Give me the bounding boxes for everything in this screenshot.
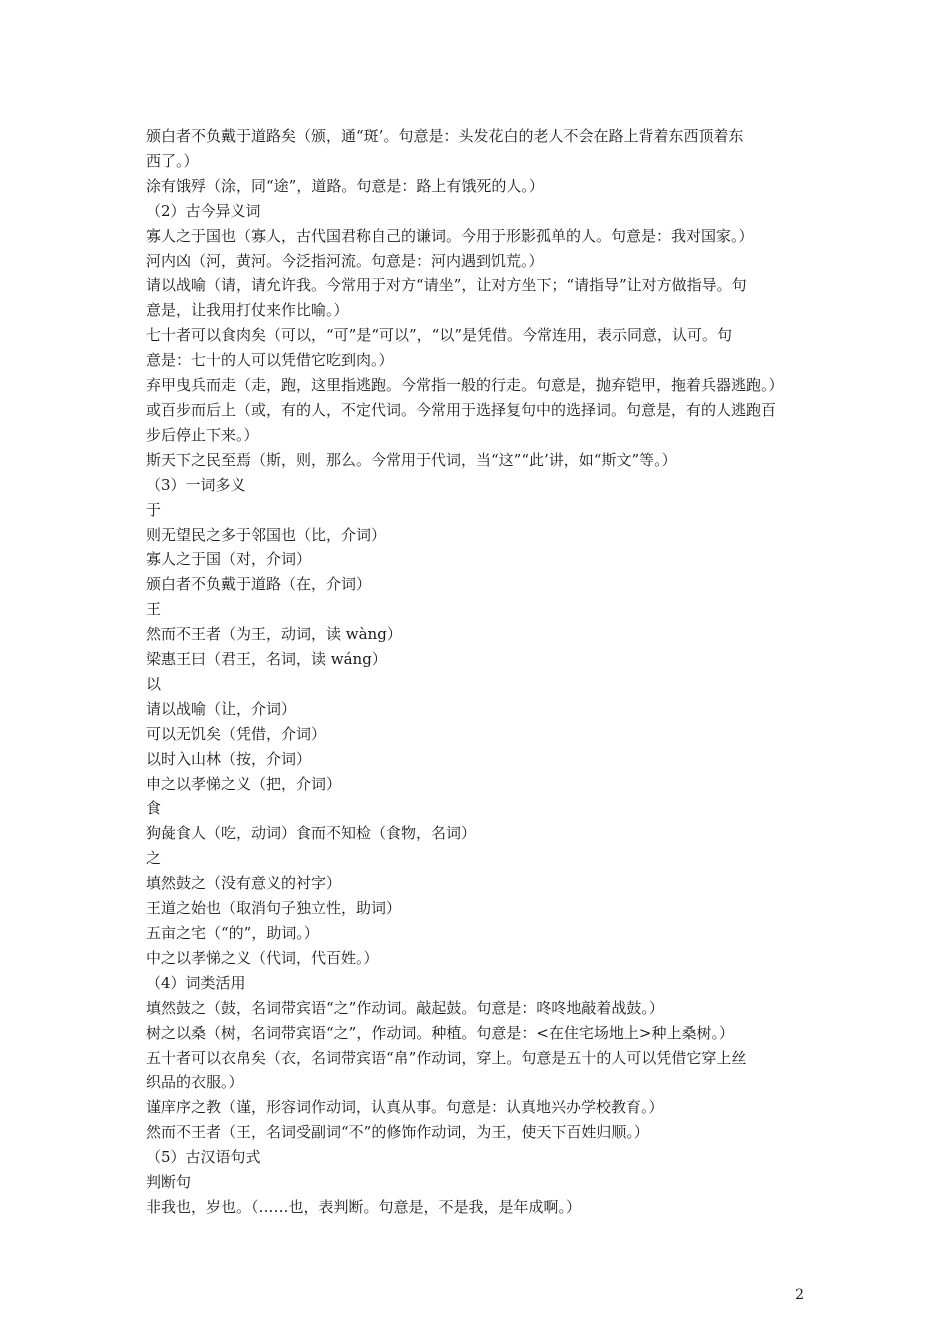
text-line: 谨庠序之教（谨，形容词作动词，认真从事。句意是：认真地兴办学校教育。） xyxy=(146,1098,664,1117)
text-line: 颁白者不负戴于道路矣（颁，通“斑’。句意是：头发花白的老人不会在路上背着东西顶着东 xyxy=(146,127,744,145)
text-line: 五亩之宅（“的”，助词。） xyxy=(146,924,319,942)
text-line: 食 xyxy=(146,799,162,818)
text-line: 寡人之于国（对，介词） xyxy=(146,550,312,569)
text-line: 涂有饿殍（涂，同“途”，道路。句意是：路上有饿死的人。） xyxy=(146,176,544,195)
text-line: 中之以孝悌之义（代词，代百姓。） xyxy=(146,948,379,967)
text-line: 于 xyxy=(146,500,162,519)
text-line: （3）一词多义 xyxy=(146,475,246,494)
text-line: 然而不王者（为王，动词，读 wàng） xyxy=(146,625,402,644)
text-line: 非我也，岁也。（……也，表判断。句意是，不是我，是年成啊。） xyxy=(146,1197,582,1216)
text-line: 请以战喻（请，请允许我。今常用于对方“请坐”，让对方坐下；“请指导”让对方做指导。句 xyxy=(146,276,747,295)
text-line: （4）词类活用 xyxy=(146,973,246,992)
text-line: 狗彘食人（吃，动词）食而不知检（食物，名词） xyxy=(146,824,477,843)
text-line: 以时入山林（按，介词） xyxy=(146,749,312,768)
text-line: 则无望民之多于邻国也（比，介词） xyxy=(146,525,387,544)
text-line: 意是：七十的人可以凭借它吃到肉。） xyxy=(146,351,394,370)
text-line: 五十者可以衣帛矣（衣，名词带宾语“帛”作动词，穿上。句意是五十的人可以凭借它穿上丝 xyxy=(146,1048,747,1067)
text-line: 七十者可以食肉矣（可以，“可”是“可以”，“以”是凭借。今常连用，表示同意，认可。句 xyxy=(146,326,733,345)
text-line: 意是，让我用打仗来作比喻。） xyxy=(146,301,349,320)
text-line: 弃甲曳兵而走（走，跑，这里指逃跑。今常指一般的行走。句意是，抛弃铠甲，拖着兵器逃跑。） xyxy=(146,376,784,395)
text-line: 斯天下之民至焉（斯，则，那么。今常用于代词，当“这”“此’讲，如“斯文”等。） xyxy=(146,450,677,469)
text-line: 西了。） xyxy=(146,151,199,170)
text-line: 然而不王者（王，名词受副词“不”的修饰作动词，为王，使天下百姓归顺。） xyxy=(146,1123,649,1142)
text-line: 以 xyxy=(146,674,162,693)
text-line: 王道之始也（取消句子独立性，助词） xyxy=(146,899,402,918)
text-line: （5）古汉语句式 xyxy=(146,1148,261,1167)
text-line: 可以无饥矣（凭借，介词） xyxy=(146,724,327,743)
page-number: 2 xyxy=(795,1287,804,1303)
text-line: 梁惠王曰（君王，名词，读 wáng） xyxy=(146,650,387,669)
text-line: 判断句 xyxy=(146,1173,192,1192)
text-line: 之 xyxy=(146,849,162,868)
text-line: 申之以孝悌之义（把，介词） xyxy=(146,774,342,793)
text-line: 王 xyxy=(146,600,162,619)
document-body xyxy=(146,124,816,1220)
text-line: 树之以桑（树，名词带宾语“之”，作动词。种植。句意是：<在住宅场地上>种上桑树。） xyxy=(146,1023,734,1042)
text-line: 或百步而后上（或，有的人，不定代词。今常用于选择复句中的选择词。句意是，有的人逃跑百 xyxy=(146,400,777,419)
text-line: 河内凶（河，黄河。今泛指河流。句意是：河内遇到饥荒。） xyxy=(146,251,544,270)
text-line: 填然鼓之（没有意义的衬字） xyxy=(146,874,342,893)
text-line: （2）古今异义词 xyxy=(146,201,261,220)
text-line: 填然鼓之（鼓，名词带宾语“之”作动词。敲起鼓。句意是：咚咚地敲着战鼓。） xyxy=(146,998,664,1017)
text-line: 步后停止下来。） xyxy=(146,425,259,444)
text-line: 织品的衣服。） xyxy=(146,1073,244,1092)
text-line: 寡人之于国也（寡人，古代国君称自己的谦词。今用于形影孤单的人。句意是：我对国家。） xyxy=(146,226,754,245)
text-line: 颁白者不负戴于道路（在，介词） xyxy=(146,575,372,594)
text-line: 请以战喻（让，介词） xyxy=(146,699,297,718)
